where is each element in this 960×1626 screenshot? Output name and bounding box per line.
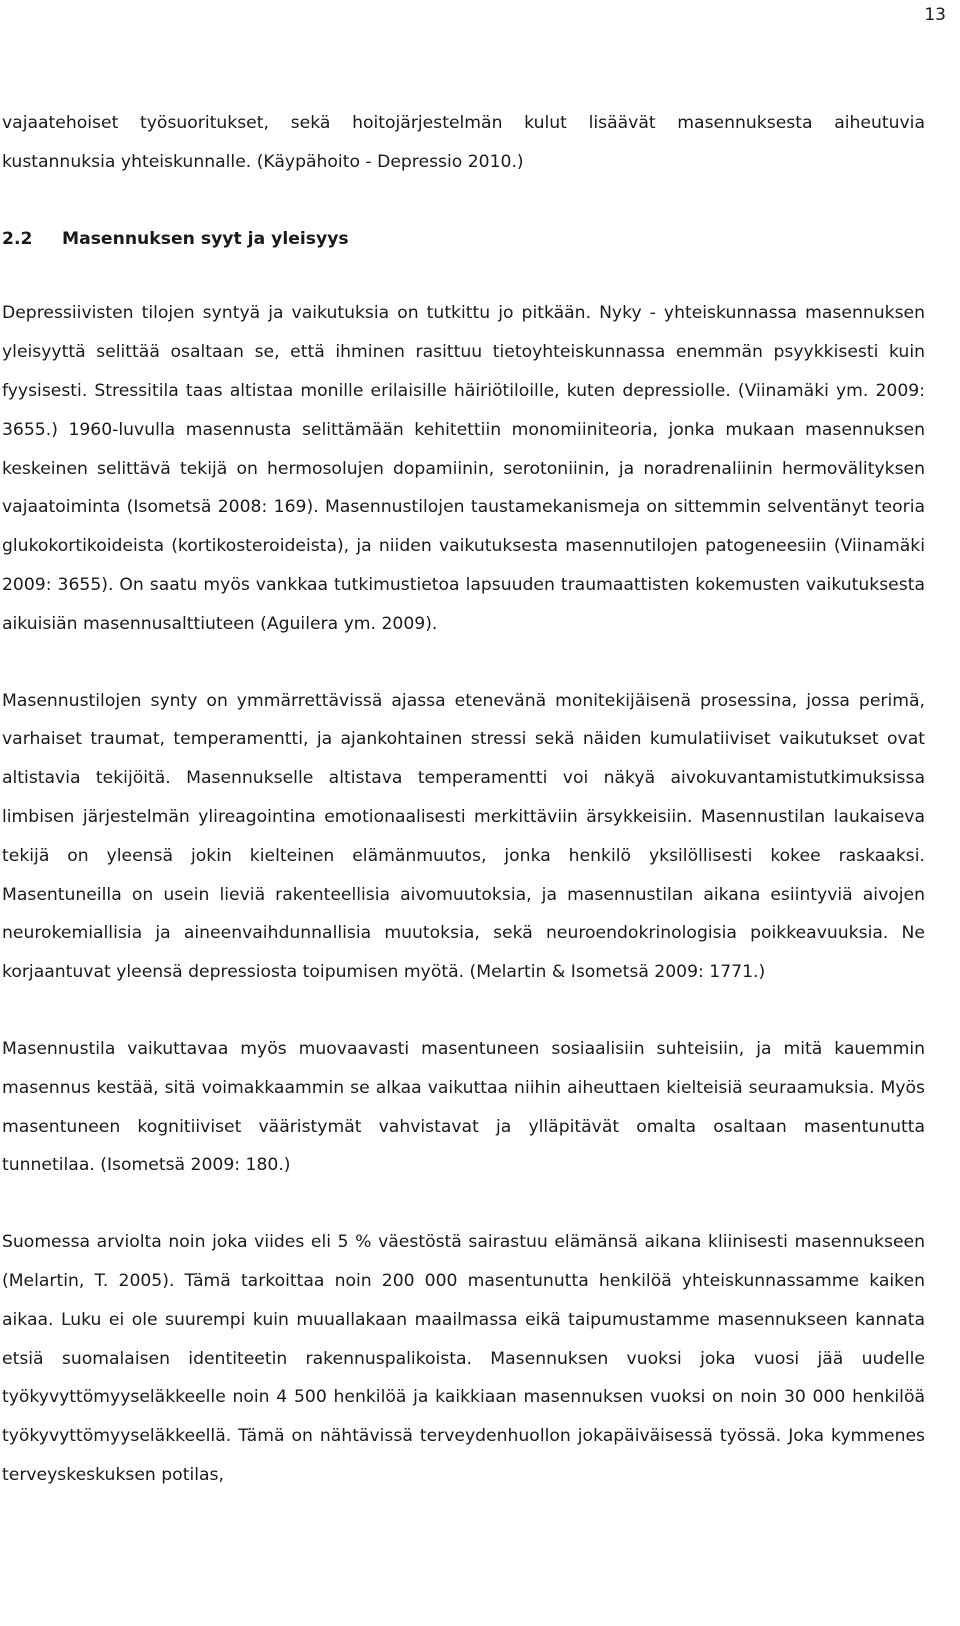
section-number: 2.2 bbox=[2, 228, 33, 249]
paragraph-social: Masennustila vaikuttavaa myös muovaavasti masentuneen sosiaalisiin suhteisiin, ja mitä kauemmin masennus kestää, sitä voimakkaammin se alkaa vaikuttaa niihin aiheuttaen kielteisiä seuraamuksia. Myös masentuneen kognitiiviset vääristymät vahvistavat ja ylläpitävät omalta osaltaan masentunutta tunnetilaa. (Isometsä 2009: 180.) bbox=[2, 1038, 925, 1176]
intro-paragraph: vajaatehoiset työsuoritukset, sekä hoitojärjestelmän kulut lisäävät masennuksesta aiheutuvia kustannuksia yhteiskunnalle. (Käypähoito - Depressio 2010.) bbox=[2, 113, 925, 172]
paragraph-process: Masennustilojen synty on ymmärrettävissä ajassa etenevänä monitekijäisenä prosessina, jossa perimä, varhaiset traumat, temperamentti, ja ajankohtainen stressi sekä näiden kumulatiiviset vaikutukset ovat altistavia tekijöitä. Masennukselle altistava temperamentti voi näkyä aivokuvantamistutkimuksissa limbisen järjestelmän ylireagointina emotionaalisesti merkittäviin ärsykkeisiin. Masennustilan laukaiseva tekijä on yleensä jokin kielteinen elämänmuutos, jonka henkilö yksilöllisesti kokee raskaaksi. Masentuneilla on usein lieviä rakenteellisia aivomuutoksia, ja masennustilan aikana esiintyviä aivojen neurokemiallisia ja aineenvaihdunnallisia muutoksia, sekä neuroendokrinologisia poikkeavuuksia. Ne korjaantuvat yleensä depressiosta toipumisen myötä. (Melartin & Isometsä 2009: 1771.) bbox=[2, 690, 925, 983]
section-heading bbox=[2, 220, 925, 259]
paragraph-causes: Depressiivisten tilojen syntyä ja vaikutuksia on tutkittu jo pitkään. Nyky - yhteiskunnassa masennuksen yleisyyttä selittää osaltaan se, että ihminen rasittuu tietoyhteiskunnassa enemmän psyykkisesti kuin fyysisesti. Stressitila taas altistaa monille erilaisille häiriötiloille, kuten depressiolle. (Viinamäki ym. 2009: 3655.) 1960-luvulla masennusta selittämään kehitettiin monomiiniteoria, jonka mukaan masennuksen keskeinen selittävä tekijä on hermosolujen dopamiinin, serotoniinin, ja noradrenaliinin hermovälityksen vajaatoiminta (Isometsä 2008: 169). Masennustilojen taustamekanismeja on sittemmin selventänyt teoria glukokortikoideista (kortikosteroideista), ja niiden vaikutuksesta masennutilojen patogeneesiin (Viinamäki 2009: 3655). On saatu myös vankkaa tutkimustietoa lapsuuden traumaattisten kokemusten vaikutuksesta aikuisiän masennusalttiuteen (Aguilera ym. 2009). bbox=[2, 303, 925, 634]
paragraph-prevalence: Suomessa arviolta noin joka viides eli 5 % väestöstä sairastuu elämänsä aikana kliinisesti masennukseen (Melartin, T. 2005). Tämä tarkoittaa noin 200 000 masentunutta henkilöä yhteiskunnassamme kaiken aikaa. Luku ei ole suurempi kuin muuallakaan maailmassa eikä taipumustamme masennukseen kannata etsiä suomalaisen identiteetin rakennuspalikoista. Masennuksen vuoksi joka vuosi jää uudelle työkyvyttömyyseläkkeelle noin 4 500 henkilöä ja kaikkiaan masennuksen vuoksi on noin 30 000 henkilöä työkyvyttömyyseläkkeellä. Tämä on nähtävissä terveydenhuollon jokapäiväisessä työssä. Joka kymmenes terveyskeskuksen potilas, bbox=[2, 1232, 925, 1485]
page-body bbox=[2, 104, 925, 1495]
section-title: Masennuksen syyt ja yleisyys bbox=[62, 228, 349, 249]
page-number: 13 bbox=[924, 5, 946, 25]
